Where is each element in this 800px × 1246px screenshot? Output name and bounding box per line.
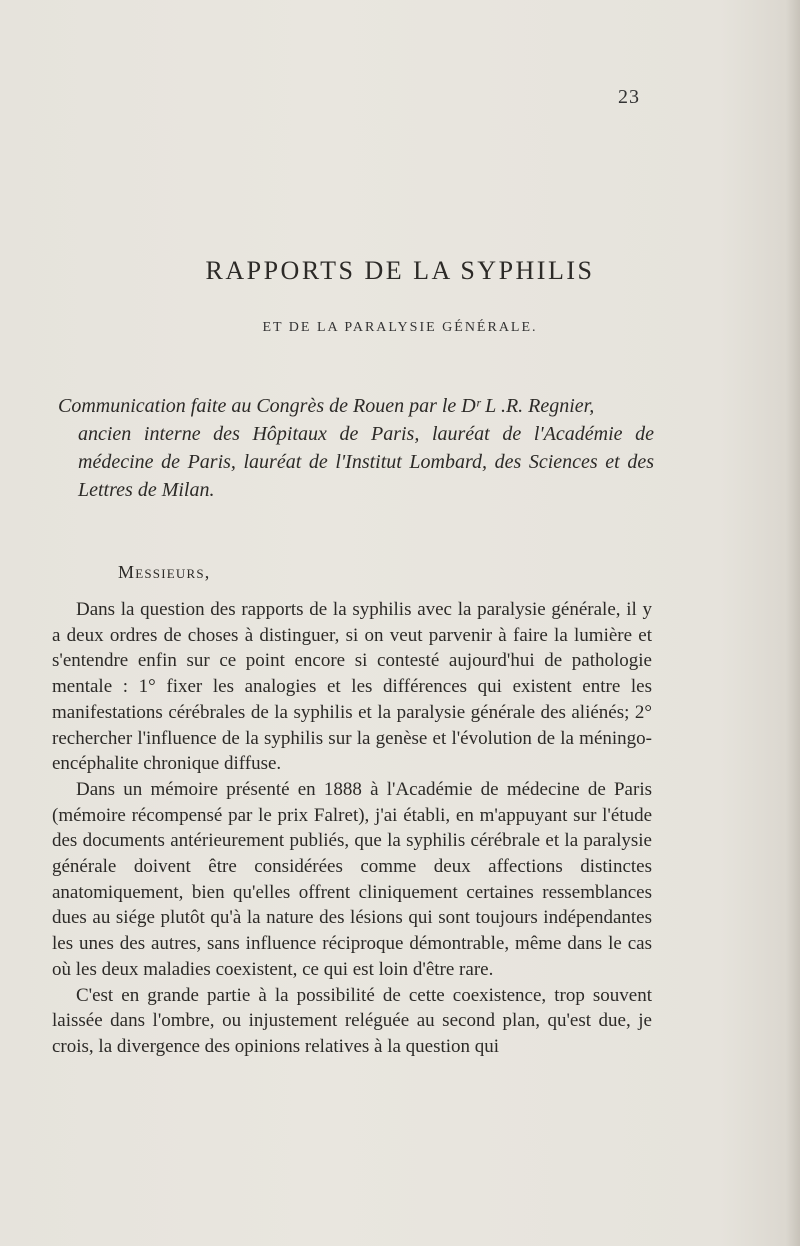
author-note-line1: Communication faite au Congrès de Rouen par le Dʳ L .R. Regnier, [58, 395, 595, 417]
page-number: 23 [618, 86, 640, 108]
article-subtitle: ET DE LA PARALYSIE GÉNÉRALE. [262, 320, 538, 335]
paragraph-2: Dans un mémoire présenté en 1888 à l'Académie de médecine de Paris (mémoire récompensé par le prix Falret), j'ai établi, en m'appuyant sur l'étude des documents antérieurement publiés, que la syphilis cérébrale et la paralysie générale doivent être considérées comme deux affections distinctes anatomiquement, bien qu'elles offrent cliniquement certaines ressemblances dues au siége plutôt qu'à la nature des lésions qui sont toujours indépendantes les unes des autres, sans influence réciproque démontrable, même dans le cas où les deux maladies coexistent, ce qui est loin d'être rare. [52, 778, 652, 980]
paragraph-3: C'est en grande partie à la possibilité de cette coexistence, trop souvent laissée dans l'ombre, ou injustement reléguée au second plan, qu'est due, je crois, la divergence des opinions relatives à la question qui [52, 984, 652, 1057]
body-text [52, 597, 652, 1060]
author-note [58, 392, 654, 504]
salutation: Messieurs, [118, 562, 211, 582]
page-edge-shadow [786, 0, 800, 1246]
author-note-rest: ancien interne des Hôpitaux de Paris, lauréat de l'Académie de médecine de Paris, lauréat de l'Institut Lombard, des Sciences et des Lettres de Milan. [78, 423, 654, 501]
article-title: RAPPORTS DE LA SYPHILIS [205, 256, 595, 285]
paragraph-1: Dans la question des rapports de la syphilis avec la paralysie générale, il y a deux ordres de choses à distinguer, si on veut parvenir à faire la lumière et s'entendre enfin sur ce point encore si contesté aujourd'hui de pathologie mentale : 1° fixer les analogies et les différences qui existent entre les manifestations cérébrales de la syphilis et la paralysie générale des aliénés; 2° rechercher l'influence de la syphilis sur la genèse et l'évolution de la méningo-encéphalite chronique diffuse. [52, 599, 652, 775]
